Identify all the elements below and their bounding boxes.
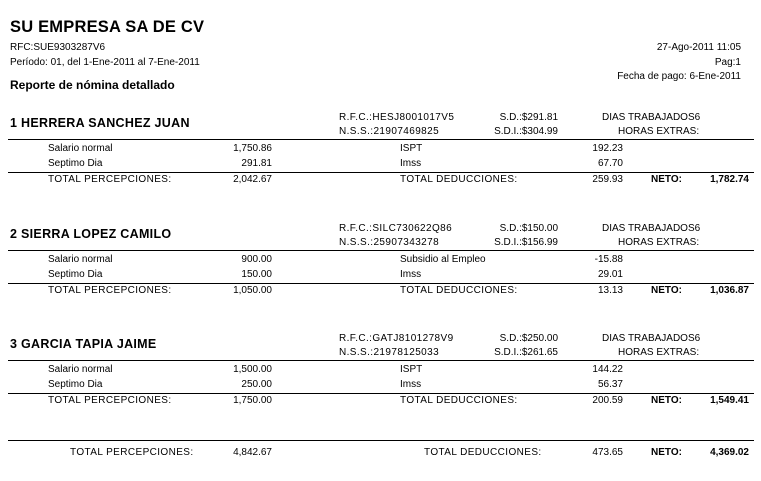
grand-total-perceptions-label: TOTAL PERCEPCIONES: bbox=[70, 447, 194, 458]
daily-salary: S.D.:$291.81 bbox=[499, 112, 558, 123]
perception-value: 1,750.86 bbox=[233, 143, 272, 154]
grand-total-deductions-value: 473.65 bbox=[592, 447, 623, 458]
perception-label: Septimo Dia bbox=[48, 379, 103, 390]
deduction-value: -15.88 bbox=[594, 254, 623, 265]
employee-rfc: R.F.C.:GATJ8101278V9 bbox=[339, 333, 454, 344]
days-worked: DIAS TRABAJADOS6 bbox=[602, 112, 701, 123]
perception-label: Salario normal bbox=[48, 364, 113, 375]
divider bbox=[8, 393, 754, 394]
deduction-label: Subsidio al Empleo bbox=[400, 254, 486, 265]
employee-name: 1 HERRERA SANCHEZ JUAN bbox=[10, 116, 190, 130]
days-worked: DIAS TRABAJADOS6 bbox=[602, 333, 701, 344]
report-datetime: 27-Ago-2011 11:05 bbox=[656, 42, 741, 53]
deduction-value: 56.37 bbox=[597, 379, 623, 390]
net-value: 1,036.87 bbox=[710, 285, 749, 296]
net-label: NETO: bbox=[651, 174, 682, 185]
deduction-value: 144.22 bbox=[592, 364, 623, 375]
total-deductions-label: TOTAL DEDUCCIONES: bbox=[400, 174, 518, 185]
employee-rfc: R.F.C.:HESJ8001017V5 bbox=[339, 112, 455, 123]
employee-name: 3 GARCIA TAPIA JAIME bbox=[10, 337, 157, 351]
grand-total-deductions-label: TOTAL DEDUCCIONES: bbox=[424, 447, 542, 458]
net-label: NETO: bbox=[651, 395, 682, 406]
total-deductions-value: 259.93 bbox=[592, 174, 623, 185]
overtime-hours: HORAS EXTRAS: bbox=[618, 126, 700, 137]
days-worked: DIAS TRABAJADOS6 bbox=[602, 223, 701, 234]
perception-value: 1,500.00 bbox=[233, 364, 272, 375]
employee-rfc: R.F.C.:SILC730622Q86 bbox=[339, 223, 453, 234]
employee-name: 2 SIERRA LOPEZ CAMILO bbox=[10, 227, 172, 241]
divider bbox=[8, 440, 754, 441]
company-rfc: RFC:SUE9303287V6 bbox=[10, 42, 106, 53]
perception-value: 250.00 bbox=[241, 379, 272, 390]
total-perceptions-label: TOTAL PERCEPCIONES: bbox=[48, 395, 172, 406]
perception-label: Salario normal bbox=[48, 254, 113, 265]
deduction-label: Imss bbox=[400, 158, 422, 169]
deduction-value: 67.70 bbox=[597, 158, 623, 169]
divider bbox=[8, 250, 754, 251]
overtime-hours: HORAS EXTRAS: bbox=[618, 347, 700, 358]
grand-net-value: 4,369.02 bbox=[710, 447, 749, 458]
net-value: 1,782.74 bbox=[710, 174, 749, 185]
integrated-daily-salary: S.D.I.:$156.99 bbox=[494, 237, 558, 248]
page-number: Pag:1 bbox=[714, 57, 741, 68]
perception-label: Septimo Dia bbox=[48, 158, 103, 169]
deduction-value: 192.23 bbox=[592, 143, 623, 154]
total-deductions-value: 13.13 bbox=[597, 285, 623, 296]
total-deductions-label: TOTAL DEDUCCIONES: bbox=[400, 395, 518, 406]
deduction-label: ISPT bbox=[400, 143, 423, 154]
divider bbox=[8, 139, 754, 140]
total-perceptions-value: 1,750.00 bbox=[233, 395, 272, 406]
perception-value: 900.00 bbox=[241, 254, 272, 265]
total-deductions-label: TOTAL DEDUCCIONES: bbox=[400, 285, 518, 296]
divider bbox=[8, 283, 754, 284]
employee-nss: N.S.S.:21907469825 bbox=[339, 126, 440, 137]
total-perceptions-value: 2,042.67 bbox=[233, 174, 272, 185]
daily-salary: S.D.:$250.00 bbox=[499, 333, 558, 344]
total-perceptions-label: TOTAL PERCEPCIONES: bbox=[48, 174, 172, 185]
net-label: NETO: bbox=[651, 285, 682, 296]
daily-salary: S.D.:$150.00 bbox=[499, 223, 558, 234]
total-deductions-value: 200.59 bbox=[592, 395, 623, 406]
deduction-label: ISPT bbox=[400, 364, 423, 375]
perception-value: 291.81 bbox=[241, 158, 272, 169]
payroll-period: Período: 01, del 1-Ene-2011 al 7-Ene-2011 bbox=[10, 57, 200, 68]
perception-value: 150.00 bbox=[241, 269, 272, 280]
employee-nss: N.S.S.:25907343278 bbox=[339, 237, 440, 248]
deduction-value: 29.01 bbox=[597, 269, 623, 280]
payment-date: Fecha de pago: 6-Ene-2011 bbox=[617, 71, 741, 82]
company-name: SU EMPRESA SA DE CV bbox=[10, 18, 205, 36]
integrated-daily-salary: S.D.I.:$304.99 bbox=[494, 126, 558, 137]
report-title: Reporte de nómina detallado bbox=[10, 78, 175, 92]
net-value: 1,549.41 bbox=[710, 395, 749, 406]
grand-total-perceptions-value: 4,842.67 bbox=[233, 447, 272, 458]
grand-net-label: NETO: bbox=[651, 447, 682, 458]
deduction-label: Imss bbox=[400, 269, 422, 280]
perception-label: Salario normal bbox=[48, 143, 113, 154]
divider bbox=[8, 360, 754, 361]
integrated-daily-salary: S.D.I.:$261.65 bbox=[494, 347, 558, 358]
divider bbox=[8, 172, 754, 173]
deduction-label: Imss bbox=[400, 379, 422, 390]
perception-label: Septimo Dia bbox=[48, 269, 103, 280]
total-perceptions-value: 1,050.00 bbox=[233, 285, 272, 296]
total-perceptions-label: TOTAL PERCEPCIONES: bbox=[48, 285, 172, 296]
overtime-hours: HORAS EXTRAS: bbox=[618, 237, 700, 248]
employee-nss: N.S.S.:21978125033 bbox=[339, 347, 440, 358]
